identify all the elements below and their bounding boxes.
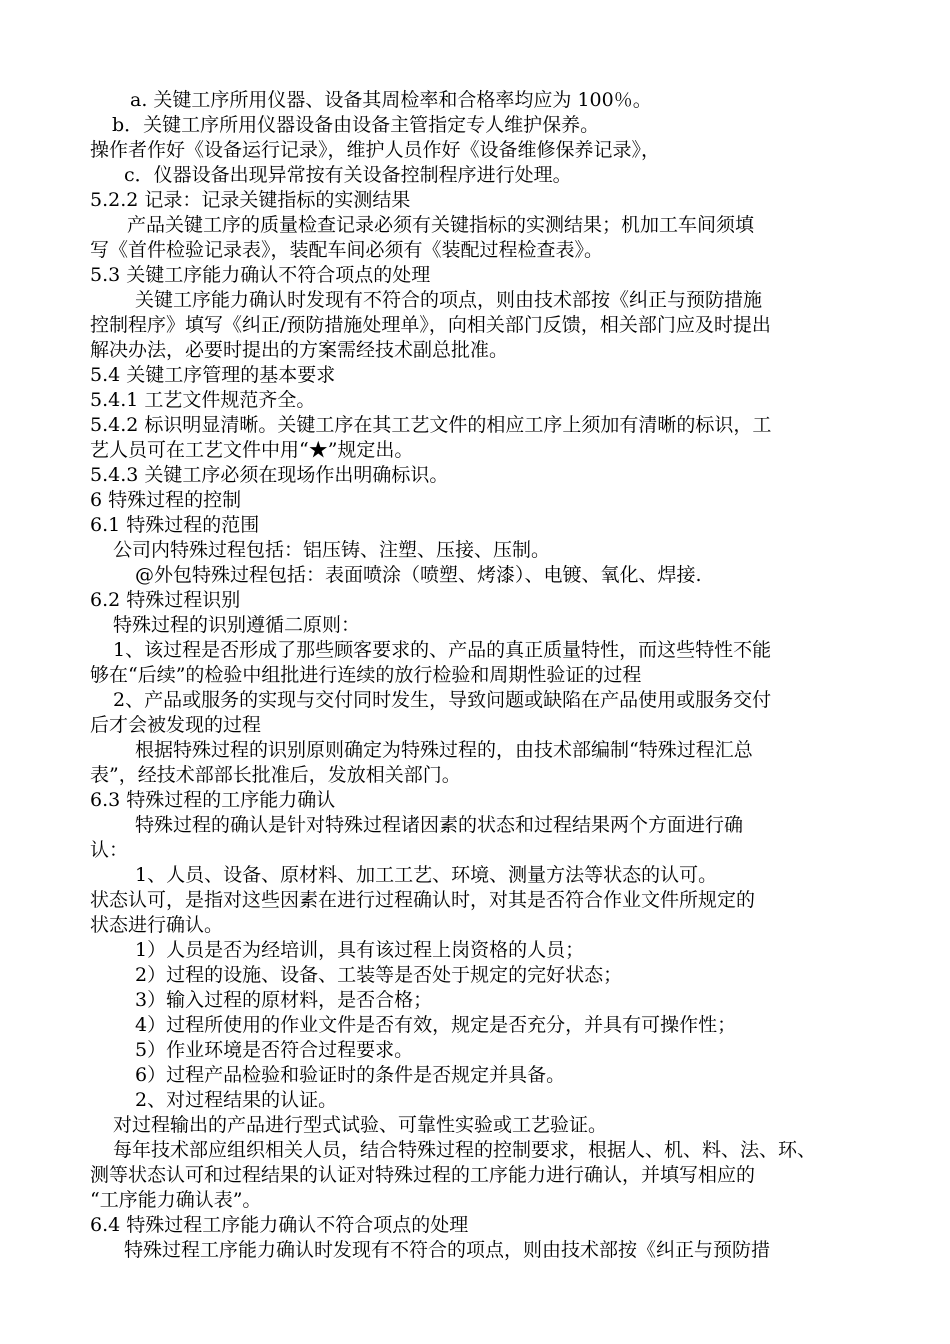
text-line-44: 测等状态认可和过程结果的认证对特殊过程的工序能力进行确认，并填写相应的 — [90, 1164, 756, 1186]
text-line-11: 解决办法，必要时提出的方案需经技术副总批准。 — [90, 339, 509, 361]
text-line-7: 写《首件检验记录表》，装配车间必须有《装配过程检查表》。 — [90, 239, 604, 261]
text-line-38: 4）过程所使用的作业文件是否有效，规定是否充分，并具有可操作性； — [135, 1014, 737, 1036]
text-line-4: c．仪器设备出现异常按有关设备控制程序进行处理。 — [124, 164, 572, 186]
text-line-22: 特殊过程的识别遵循二原则： — [113, 614, 361, 636]
text-line-19: 公司内特殊过程包括：铝压铸、注塑、压接、压制。 — [113, 539, 551, 561]
section-heading-5-4: 5.4 关键工序管理的基本要求 — [90, 364, 336, 386]
text-line-20: @外包特殊过程包括：表面喷涂（喷塑、烤漆）、电镀、氧化、焊接. — [135, 564, 702, 586]
text-line-25: 2、产品或服务的实现与交付同时发生，导致问题或缺陷在产品使用或服务交付 — [113, 689, 772, 711]
section-heading-6-4: 6.4 特殊过程工序能力确认不符合项点的处理 — [90, 1214, 469, 1236]
text-line-31: 认： — [90, 839, 129, 861]
text-line-30: 特殊过程的确认是针对特殊过程诸因素的状态和过程结果两个方面进行确 — [135, 814, 744, 836]
text-line-23: 1、该过程是否形成了那些顾客要求的、产品的真正质量特性，而这些特性不能 — [113, 639, 772, 661]
text-line-37: 3）输入过程的原材料，是否合格； — [135, 989, 433, 1011]
text-line-2: b．关键工序所用仪器设备由设备主管指定专人维护保养。 — [112, 114, 600, 136]
section-heading-5-2-2: 5.2.2 记录：记录关键指标的实测结果 — [90, 189, 411, 211]
section-heading-6-3: 6.3 特殊过程的工序能力确认 — [90, 789, 336, 811]
text-line-42: 对过程输出的产品进行型式试验、可靠性实验或工艺验证。 — [113, 1114, 608, 1136]
text-line-26: 后才会被发现的过程 — [90, 714, 262, 736]
text-line-34: 状态进行确认。 — [90, 914, 224, 936]
text-line-13: 5.4.1 工艺文件规范齐全。 — [90, 389, 316, 411]
section-heading-6-1: 6.1 特殊过程的范围 — [90, 514, 260, 536]
text-line-41: 2、对过程结果的认证。 — [135, 1089, 338, 1111]
text-line-32: 1、人员、设备、原材料、加工工艺、环境、测量方法等状态的认可。 — [135, 864, 718, 886]
text-line-16: 5.4.3 关键工序必须在现场作出明确标识。 — [90, 464, 449, 486]
text-line-36: 2）过程的设施、设备、工装等是否处于规定的完好状态； — [135, 964, 623, 986]
text-line-35: 1）人员是否为经培训，具有该过程上岗资格的人员； — [135, 939, 585, 961]
text-line-33: 状态认可，是指对这些因素在进行过程确认时，对其是否符合作业文件所规定的 — [90, 889, 756, 911]
section-heading-6: 6 特殊过程的控制 — [90, 489, 242, 511]
text-line-43: 每年技术部应组织相关人员，结合特殊过程的控制要求，根据人、机、料、法、环、 — [113, 1139, 817, 1161]
text-line-9: 关键工序能力确认时发现有不符合的项点，则由技术部按《纠正与预防措施 — [135, 289, 763, 311]
text-line-40: 6）过程产品检验和验证时的条件是否规定并具备。 — [135, 1064, 566, 1086]
text-line-14: 5.4.2 标识明显清晰。关键工序在其工艺文件的相应工序上须加有清晰的标识，工 — [90, 414, 772, 436]
text-line-15: 艺人员可在工艺文件中用“★”规定出。 — [90, 439, 414, 461]
text-line-27: 根据特殊过程的识别原则确定为特殊过程的，由技术部编制“特殊过程汇总 — [135, 739, 753, 761]
text-line-1: a. 关键工序所用仪器、设备其周检率和合格率均应为 100％。 — [130, 89, 652, 111]
text-line-6: 产品关键工序的质量检查记录必须有关键指标的实测结果；机加工车间须填 — [127, 214, 755, 236]
text-line-47: 特殊过程工序能力确认时发现有不符合的项点，则由技术部按《纠正与预防措 — [124, 1239, 771, 1261]
text-line-3: 操作者作好《设备运行记录》，维护人员作好《设备维修保养记录》， — [90, 139, 661, 161]
section-heading-5-3: 5.3 关键工序能力确认不符合项点的处理 — [90, 264, 431, 286]
text-line-39: 5）作业环境是否符合过程要求。 — [135, 1039, 414, 1061]
text-line-24: 够在“后续”的检验中组批进行连续的放行检验和周期性验证的过程 — [90, 664, 642, 686]
text-line-45: “工序能力确认表”。 — [90, 1189, 262, 1211]
text-line-10: 控制程序》填写《纠正/预防措施处理单》，向相关部门反馈，相关部门应及时提出 — [90, 314, 771, 336]
section-heading-6-2: 6.2 特殊过程识别 — [90, 589, 241, 611]
text-line-28: 表”，经技术部部长批准后，发放相关部门。 — [90, 764, 461, 786]
